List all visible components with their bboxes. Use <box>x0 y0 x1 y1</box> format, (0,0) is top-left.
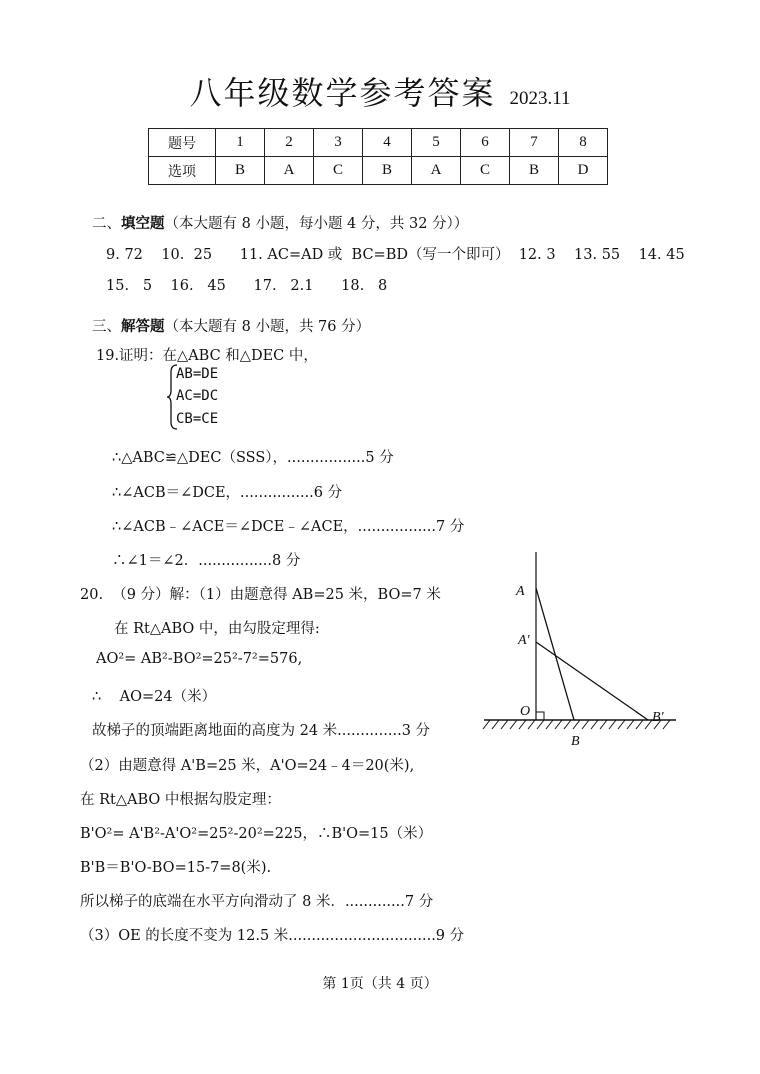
q19-step-4: ∴∠1＝∠2．................8 分 <box>112 553 301 569</box>
table-row-numbers <box>149 129 608 157</box>
title-text: 八年级数学参考答案 <box>189 74 496 112</box>
q20-line-9: B'B＝B'O-BO=15-7=8(米). <box>80 860 272 876</box>
row-header-answer: 选项 <box>149 157 216 185</box>
question-number: 1 <box>216 129 265 157</box>
q19-step-2: ∴∠ACB＝∠DCE，................6 分 <box>112 485 343 501</box>
section3-note: （本大题有 8 小题，共 76 分） <box>164 319 371 335</box>
page-title <box>0 68 760 114</box>
answer-cell: A <box>265 157 314 185</box>
answer-cell: C <box>314 157 363 185</box>
label-a: A <box>516 584 525 599</box>
answer-cell: B <box>363 157 412 185</box>
table-row-answers <box>149 157 608 185</box>
question-number: 4 <box>363 129 412 157</box>
section3-heading <box>92 315 370 336</box>
page-footer: 第 1页（共 4 页） <box>322 976 438 992</box>
q20-line-11: （3）OE 的长度不变为 12.5 米................................9 分 <box>80 928 465 944</box>
answer-cell: B <box>216 157 265 185</box>
q19-step-1: ∴△ABC≌△DEC（SSS），.................5 分 <box>112 450 394 466</box>
section2-note: （本大题有 8 小题，每小题 4 分，共 32 分）） <box>164 216 469 232</box>
q20-line-4: ∴ AO=24（米） <box>92 689 217 705</box>
ladder-figure <box>480 548 690 748</box>
q20-line-8: B'O²= A'B²-A'O²=25²-20²=225，∴B'O=15（米） <box>80 826 433 842</box>
label-b: B <box>571 734 580 748</box>
section2-title: 填空题 <box>121 215 165 232</box>
ladder-a-prime-b-prime <box>536 642 648 720</box>
row-header-number: 题号 <box>149 129 216 157</box>
q19-intro: 19.证明：在△ABC 和△DEC 中， <box>96 348 318 364</box>
question-number: 3 <box>314 129 363 157</box>
label-b-prime: B′ <box>652 710 664 725</box>
question-number: 5 <box>412 129 461 157</box>
question-number: 7 <box>510 129 559 157</box>
answer-cell: A <box>412 157 461 185</box>
title-date: 2023.11 <box>509 88 571 109</box>
fill-answers-row1: 9. 72 10. 25 11. AC=AD 或 BC=BD（写一个即可） 12. 3 13. 55 14. 45 <box>106 247 685 263</box>
question-number: 2 <box>265 129 314 157</box>
system-eq-2: AC=DC <box>176 388 219 404</box>
question-number: 8 <box>559 129 608 157</box>
answer-cell: D <box>559 157 608 185</box>
question-number: 6 <box>461 129 510 157</box>
answer-cell: B <box>510 157 559 185</box>
q20-line-1: 20. （9 分）解：（1）由题意得 AB=25 米，BO=7 米 <box>80 587 441 603</box>
q20-line-2: 在 Rt△ABO 中，由勾股定理得: <box>114 621 320 637</box>
fill-answers-row2: 15. 5 16. 45 17. 2.1 18. 8 <box>106 278 388 294</box>
section2-label: 二、 <box>92 216 121 232</box>
q20-line-3: AO²= AB²-BO²=25²-7²=576, <box>96 651 303 667</box>
q20-line-7: 在 Rt△ABO 中根据勾股定理： <box>80 792 281 808</box>
system-eq-1: AB=DE <box>176 366 219 382</box>
ladder-ab <box>536 588 574 720</box>
section2-heading <box>92 212 468 233</box>
section3-title: 解答题 <box>121 318 165 335</box>
answer-table <box>148 128 608 185</box>
q20-line-10: 所以梯子的底端在水平方向滑动了 8 米．.............7 分 <box>80 894 434 910</box>
label-o: O <box>520 704 531 719</box>
system-eq-3: CB=CE <box>176 411 219 427</box>
q20-line-6: （2）由题意得 A'B=25 米，A'O=24﹣4＝20(米), <box>80 758 415 774</box>
q19-step-3: ∴∠ACB﹣∠ACE＝∠DCE﹣∠ACE，.................7 分 <box>112 519 465 535</box>
q20-line-5: 故梯子的顶端距离地面的高度为 24 米..............3 分 <box>92 723 431 739</box>
answer-cell: C <box>461 157 510 185</box>
section3-label: 三、 <box>92 319 121 335</box>
right-angle-mark <box>536 712 544 720</box>
label-a-prime: A′ <box>518 633 530 648</box>
ground-hatching <box>483 720 670 729</box>
